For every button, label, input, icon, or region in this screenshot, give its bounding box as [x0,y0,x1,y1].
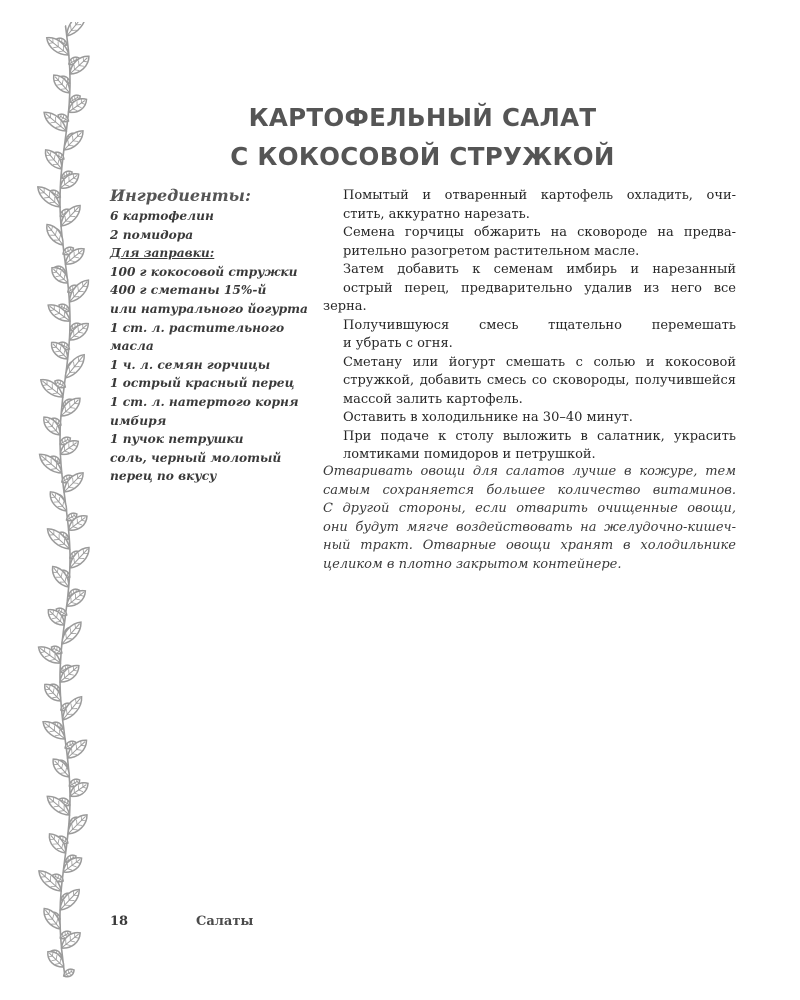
tip-line: самым сохраняется большее количество витаминов. [323,482,736,498]
tip-line: ный тракт. Отварные овощи хранят в холодильнике [323,538,736,553]
ingredient-item: 1 ст. л. натертого корня [110,394,299,409]
instruction-paragraph [323,428,736,465]
ingredient-item: 6 картофелин [110,209,214,223]
tip-line: Отваривать овощи для салатов лучше в кожуре, тем [323,464,736,479]
instruction-line: Семена горчицы обжарить на сковороде на предва- [343,225,736,240]
instruction-paragraph [323,224,736,261]
leaf-border-ornament [26,22,104,978]
ingredient-item: 1 острый красный перец [110,376,295,391]
tip-line: С другой стороны, если отварить очищенные овощи, [323,501,736,516]
dressing-subheading: Для заправки: [110,246,215,261]
instruction-line: массой залить картофель. [343,391,523,407]
page-title [110,98,735,176]
page-number: 18 [110,914,129,929]
ingredient-item: 1 ч. л. семян горчицы [110,357,271,372]
instruction-line: острый перец, предварительно удалив из него все зерна. [323,280,736,314]
instruction-paragraph [323,317,736,354]
ingredient-item: 2 помидора [110,227,194,242]
ingredient-item: перец по вкусу [110,469,217,484]
ingredient-item: 100 г кокосовой стружки [110,264,298,279]
instruction-line: Получившуюся смесь тщательно перемешать [343,317,736,333]
instruction-line: стить, аккуратно нарезать. [343,206,530,222]
instruction-line: ломтиками помидоров и петрушкой. [343,447,596,462]
ingredients-list [110,186,315,486]
title-line-1: КАРТОФЕЛЬНЫЙ САЛАТ [248,103,597,132]
instruction-paragraph [323,261,736,317]
instruction-line: рительно разогретом растительном масле. [343,243,640,259]
instruction-paragraph [323,354,736,410]
ingredient-item: 1 ст. л. растительного [110,320,285,335]
tip-line: целиком в плотно закрытом контейнере. [323,556,622,572]
instruction-paragraph [323,409,736,428]
instruction-line: Затем добавить к семенам имбирь и нарезанный [343,262,736,277]
instruction-line: и убрать с огня. [343,336,453,351]
ingredient-item: соль, черный молотый [110,450,282,465]
ingredients-heading: Ингредиенты: [110,186,251,205]
title-line-2: С КОКОСОВОЙ СТРУЖКОЙ [230,142,615,171]
cooking-instructions [323,187,736,465]
cooking-tip [323,463,736,574]
instruction-paragraph [323,187,736,224]
tip-line: они будут мягче воздействовать на желудочно-кишеч- [323,519,736,535]
instruction-line: Оставить в холодильнике на 30–40 минут. [343,410,633,425]
ingredient-item: или натурального йогурта [110,301,308,316]
ingredient-item: 400 г сметаны 15%-й [110,283,267,298]
instruction-line: Сметану или йогурт смешать с солью и кокосовой [343,354,736,370]
section-name: Салаты [196,914,254,929]
instruction-line: стружкой, добавить смесь со сковороды, получившейся [343,373,736,388]
ingredient-item: имбиря [110,413,167,428]
instruction-line: Помытый и отваренный картофель охладить, очи- [343,188,736,203]
ingredient-item: 1 пучок петрушки [110,432,244,447]
instruction-line: При подаче к столу выложить в салатник, украсить [343,428,736,444]
ingredient-item: масла [110,339,154,354]
